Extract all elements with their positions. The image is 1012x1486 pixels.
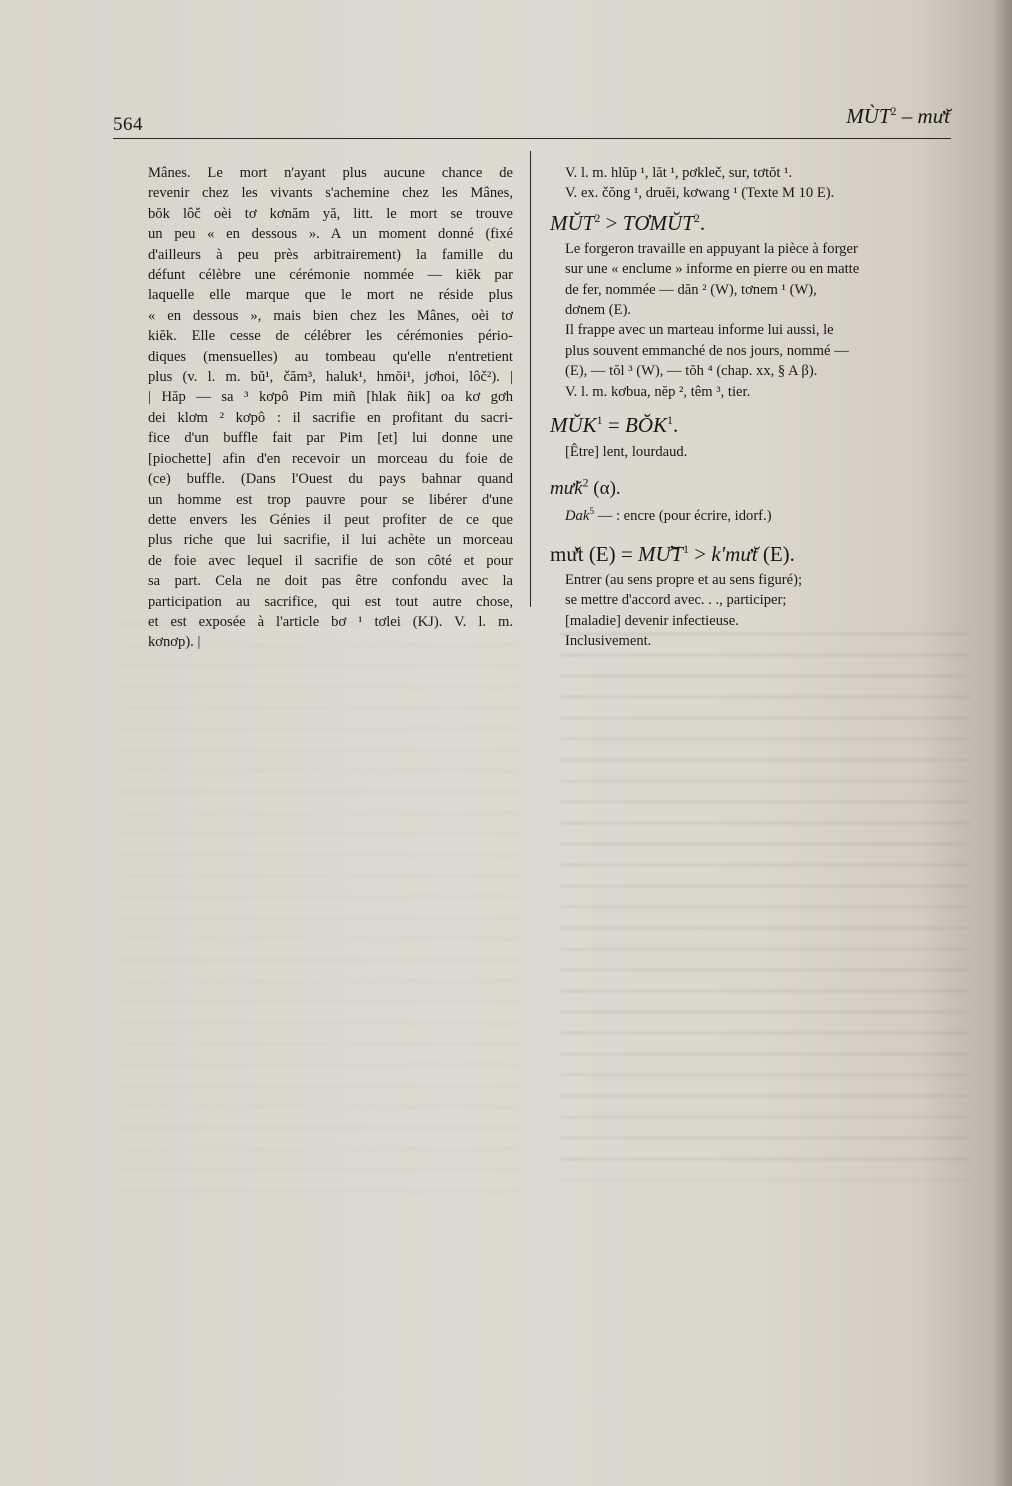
example-sup: 5 (589, 507, 595, 518)
text-line: bŏk lôč oèi tơ kơnăm yă, litt. le mort se trouve (148, 205, 513, 222)
text-line: diques (mensuelles) au tombeau qu'elle n'entretient (148, 348, 513, 365)
entry-heading-mut2 (550, 210, 960, 236)
target-word: TƠMŬT (622, 210, 694, 235)
crossref-line: V. l. m. kơbua, nĕp ², têm ³, tier. (565, 383, 751, 400)
page-number: 564 (113, 114, 143, 135)
page-edge (992, 0, 1012, 1486)
text-line: dei klơm ² kơpô : il sacrifie en profitant du sacri- (148, 409, 513, 426)
text-line: fice d'un buffle fait par Pim [et] lui donne une (148, 430, 513, 447)
definition-line: (E), — tŏl ³ (W), — tŏh ⁴ (chap. xx, § A β). (565, 363, 818, 380)
running-head-word: MÙT (846, 104, 891, 128)
heading-tail: . (673, 413, 679, 438)
relation: = (602, 413, 626, 438)
text-line: plus (v. l. m. bŭ¹, čăm³, haluk¹, hmŏi¹, jơhoi, lôč²). | (148, 369, 513, 386)
example-def: — : encre (pour écrire, idorf.) (594, 508, 772, 525)
text-line: participation au sacrifice, qui est tout autre chose, (148, 593, 513, 610)
headword: mư̆t (550, 541, 584, 566)
crossref-line: V. ex. čŏng ¹, druĕi, kơwang ¹ (Texte M 10 E). (565, 185, 835, 202)
definition-line: plus souvent emmanché de nos jours, nommé — (565, 342, 849, 359)
target-word-2: k'mư̆t (711, 541, 758, 566)
text-line: | Hăp — sa ³ kơpô Pim miñ [hlak ñik] oa kơ gơh (148, 389, 513, 406)
column-divider (530, 151, 531, 607)
relation: > (689, 541, 712, 566)
text-line: (ce) buffle. (Dans l'Ouest du pays bahnar quand (148, 471, 513, 488)
text-line: laquelle elle marque que le mort ne réside plus (148, 287, 513, 304)
text-line: défunt célèbre une cérémonie nommée — kiĕk par (148, 267, 513, 284)
entry-heading-muk2 (550, 476, 960, 502)
heading-paren: (α). (588, 478, 621, 500)
headword-sup: 2 (594, 210, 601, 225)
target-sup: 2 (693, 210, 700, 225)
crossref-line: V. l. m. hlŭp ¹, lăt ¹, pơkleč, sur, tơtŏt ¹. (565, 165, 793, 181)
text-line: kơnơp). | (148, 634, 201, 651)
text-line: et est exposée à l'article bơ ¹ tơlei (KJ). V. l. m. (148, 613, 513, 630)
definition-line: Entrer (au sens propre et au sens figuré); (565, 571, 803, 588)
example-word: Dak (565, 508, 590, 525)
text-line: un peu « en dessous ». A un moment donné (fixé (148, 226, 513, 243)
definition-line: sur une « enclume » informe en pierre ou en matte (565, 261, 860, 278)
definition-line: de fer, nommée — dăn ² (W), tơnem ¹ (W), (565, 281, 817, 298)
text-line: sa part. Cela ne doit pas être confondu avec la (148, 573, 513, 590)
text-line: revenir chez les vivants s'achemine chez les Mânes, (148, 185, 513, 202)
definition-line: Le forgeron travaille en appuyant la pièce à forger (565, 240, 858, 257)
headword-sup: 2 (582, 476, 589, 491)
left-column (148, 163, 513, 653)
definition-line: Il frappe avec un marteau informe lui aussi, le (565, 322, 834, 339)
definition-line: [maladie] devenir infectieuse. (565, 612, 739, 629)
running-head-sup: 2 (890, 104, 897, 118)
definition-line: se mettre d'accord avec. . ., participer; (565, 592, 787, 609)
text-line: [piochette] afin d'en recevoir un morceau du foie de (148, 450, 513, 467)
entry-heading-muk1 (550, 412, 960, 438)
target-sup: 1 (683, 541, 689, 556)
text-line: d'ailleurs à peu près arbitrairement) la famille du (148, 246, 513, 263)
definition-line: Inclusivement. (565, 633, 652, 650)
relation: > (600, 210, 623, 235)
right-column (550, 163, 960, 652)
text-line: dette envers les Génies il peut profiter de ce que (148, 511, 513, 528)
headword: MŬK (550, 413, 597, 438)
definition-line: dơnem (E). (565, 302, 632, 319)
text-line: un homme est trop pauvre pour se libérer d'une (148, 491, 513, 508)
text-line: Mânes. Le mort n'ayant plus aucune chance de (148, 165, 513, 181)
target-word: BŎK (625, 413, 668, 438)
heading-tail: (E). (757, 541, 795, 566)
definition-line: [Être] lent, lourdaud. (565, 444, 688, 461)
show-through-text (560, 620, 970, 1180)
text-line: kiĕk. Elle cesse de célébrer les cérémonies pério- (148, 328, 513, 345)
text-line: de foie avec lequel il sacrifie de son côté et pour (148, 552, 513, 569)
headword: MŬT (550, 210, 595, 235)
entry-heading-mut (550, 541, 960, 567)
headword-sup: 1 (596, 413, 603, 428)
target-word: MƯ̆T (637, 541, 683, 566)
running-head (780, 104, 950, 129)
show-through-text-left (120, 610, 520, 1210)
text-line: plus riche que lui sacrifie, il lui achète un morceau (148, 532, 513, 549)
heading-origin: (E) = (583, 541, 638, 566)
target-sup: 1 (667, 413, 674, 428)
header-rule (113, 138, 951, 139)
definition-line (565, 506, 960, 526)
text-line: « en dessous », mais bien chez les Mânes, oèi tơ (148, 307, 513, 324)
headword: mư̆k (550, 478, 583, 500)
heading-tail: . (699, 210, 706, 235)
running-head-tail: – mư̆t (896, 104, 950, 128)
